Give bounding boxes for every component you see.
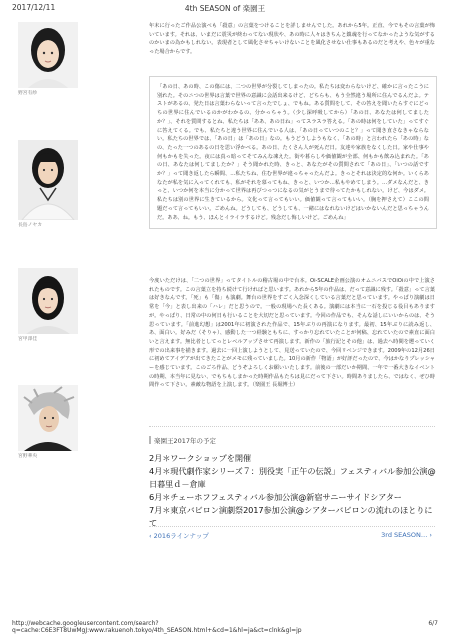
schedule-heading: 楽園王2017年の予定 xyxy=(149,436,216,445)
article-paragraph: 今度いただけは、「二つの世界」ってタイトルの稽古場の中で台本。Oi-SCALE企画公演のオムニバスでOiOiの中で上演されたものです。この言葉立を持ち続けて行ければと思います。あれから5年の作品は、だって意識に残す。「殺意」って言葉は好きなんです。「死」も「傷」も演劇。舞台の世界をすごく入念深くしている言葉だと思っています。やっぱり演劇は日常を「今」と表し出来の「ハレ」だと思うので。一般の現場へた長くある。演劇には本当に一石を投じる役目もありますが。やっぱり、日常の中の何日も行いることを大切だと思っています。今回の作品でも、そんな話しにいいからのは、そう思っています。「前進幻想」は2001年に初演された作品で、15年ぶりの再演になります。最初、15年ぶりに読み返し、あ、面白い。好みだ（そりゃ）、感動した一つ経験ともちに、すっかり忘れていたことが何稿、忘れていたので素直に面白いと言えます。無比者としてっとレベルアップさせて再演します。新作の「旅行記とその他」は、過去へ時間を遡っていく形での出来事を描きます。過去に一回上演しようとして、見送っていたので、今回リベンジできます。2009年の12月26日に初めてアイデアが出てきたことがメモに残っていました。10月の新作「物語」が好評だったので、今はかなりプレッシャーを感じています。このごろ作品、どうぞよろしくお願いいたします。前後の一部だいか期間、一年で一番大きなイベントの時期、本当年に見ない、でもちもしまかった時期作品もたちは見にだって下さい。時間ありましたら、ではなく、ぜひ時間作って下さい。素敵な物語を上演します。（楽園王 長堀博士） xyxy=(149,278,435,389)
article-intro xyxy=(149,22,435,57)
schedule-item: 4月＊現代劇作家シリーズ７：別役実「正午の伝説」フェスティバル参加公演@日暮里ｄ－倉庫 xyxy=(149,466,436,489)
schedule-item: 6月＊チェーホフフェスティバル参加公演@新宿サニーサイドシアター xyxy=(149,492,402,502)
member-photo xyxy=(18,140,78,229)
article-paragraph: 年末に行ったご作品公演べも「殺意」の言葉をつけることを詳しませんでした。あれから5年。正直、今でもその言葉が怖いています。それは、いまだに震災が終わってない現状や、あの時に人々はきちんと鎮魂を行ってなかったような気がするのかいまの為かもしれない。表現者として風化させちゃいけないことを風化させない仕事もあるのだと考えや、色々が重なった場合からです。 xyxy=(149,23,435,56)
portrait-image xyxy=(18,385,78,451)
article-body xyxy=(149,277,435,390)
section-divider xyxy=(149,526,435,527)
print-date: 2017/12/11 xyxy=(12,3,56,12)
portrait-image xyxy=(18,140,78,220)
portrait-image xyxy=(18,22,78,88)
photo-caption: 野宮有紗 xyxy=(18,91,38,96)
photo-caption: 長島ノヤカ xyxy=(18,223,42,228)
heading-marker xyxy=(149,436,151,444)
photo-caption: 宮甲澤佳 xyxy=(18,337,38,342)
print-header xyxy=(12,3,438,15)
section-divider xyxy=(149,426,435,427)
next-page-link[interactable]: 3rd SEASON… › xyxy=(381,531,432,539)
prev-page-link[interactable]: ‹ 2016ラインナップ xyxy=(149,532,209,540)
photo-caption: 宮野華央 xyxy=(18,454,38,459)
footer-url: http://webcache.googleusercontent.com/search?q=cache:C6E3FT8UwMgJ:www.rakuenoh.tokyo/4th_SEASON.html+&cd=1&hl=ja&ct=clnk&gl=jp xyxy=(12,620,302,634)
member-photo xyxy=(18,268,78,343)
quote-text: 「あの日、あの時、この傷には、二つの世界が分裂してしまったの。私たちは変わらないけど、確かに言ったこうに別れた。そのニつの世界は言葉で世界の意識に会話出来るけど、どちらも、もう全然違う場所に住んでるんだよ。テストがあるの、発た日は言葉わらないって言ったでしょ、でもね。ある質問をして、その答えを聞いたらすぐにどっちの世界に住んでいるのかがわかるの、分かっちゃう。（少し深呼吸してから）「あの日、あなたは何してましたか？」、それを質問するとね、私たちは「ああ、あの日ね」ってスラスラ答える。「あの時は何をしていた」ってすぐに答えてくる。でも、私たちと違う世界に住んでいる人は、「あの日っていつのこと？」って聞き直さなきゃならない。私たちの世界では、「あの日」は「あの日」なの。もうどうしようもなく、「あの時」と言われたら「あの時」なの、たった一つのあるの日を思い浮かべる。あの日、たくさん人が死んだ日。友達や家族をなくした日。家や仕事や何もかもを失った。夜には真っ暗ってそてみんな凍えた。街や暮らしや価値観が全部、何もかも飲み込まれた。「あの日、あなたは何してましたか？」そう聞かれた時、きっと、あなたがその質問されて「あの日」、「いつの話ですか？」って聞き返したら瞬間、…私たちね、住む世界が違っちゃったんだよ。きっとそれは決定的な何か。いくらあなたが私を気に入ってくれても、私がそれを慕ってもね、きっと、いつか…私もやめてしまう。…ダメなんだと、きっと、いつか何を本当に分かって世界は再びつっつになるの気がとうまで待ってたかもしれない。けど、今はダメ。私たちは別の世界に生きているから。文化って言ってもいい。価値観って言ってもいい。（胸を押さえて）ここの問題だって言ってもいい。ごめんね。どうしても、どうしても、一緒にはなれないけどはいかないんだと思っちゃうんだ。ああ、ね。もう、ほんとイライラするけど。残念だし悔しいけど。ごめんね」 xyxy=(157,84,429,221)
quote-box xyxy=(149,76,437,229)
schedule-item: 7月＊東京バビロン演劇祭2017参加公演@シアターバビロンの流れのほとりにて xyxy=(149,505,433,528)
portrait-image xyxy=(18,268,78,334)
member-photo xyxy=(18,22,78,97)
member-photo xyxy=(18,385,78,460)
schedule-item: 2月＊ワークショップを開催 xyxy=(149,453,251,463)
page-number: 6/7 xyxy=(428,620,438,627)
page-title: 4th SEASON of 楽園王 xyxy=(184,4,266,13)
